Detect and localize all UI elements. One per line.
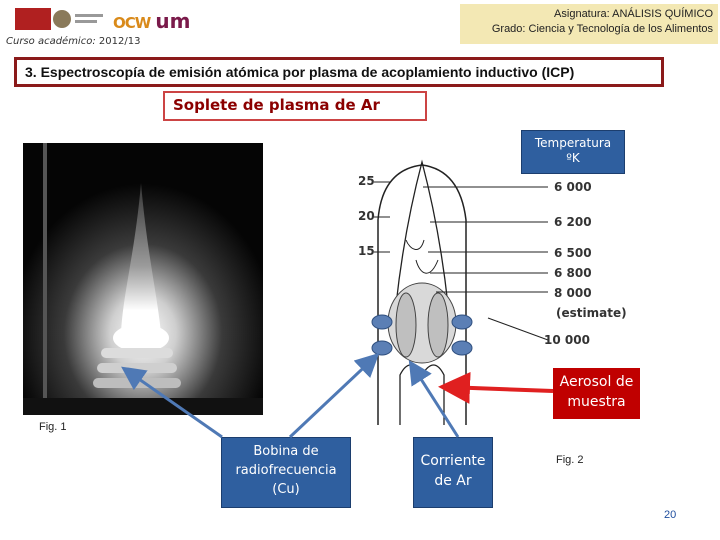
rf-coil-label-box: [221, 437, 351, 508]
gas-label-line2: de Ar: [434, 473, 472, 489]
course-year: [6, 36, 140, 47]
height-tick-25: 25: [358, 174, 375, 188]
aerosol-label-line1: Aerosol de: [559, 374, 634, 390]
figure-1-label: Fig. 1: [39, 421, 67, 433]
gas-label-line1: Corriente: [420, 453, 486, 469]
subject-line: Asignatura: ANÁLISIS QUÍMICO: [554, 8, 713, 20]
temperature-value: 8 000: [554, 286, 592, 300]
temperature-label-box: [521, 130, 625, 174]
temperature-label: Temperatura: [534, 136, 612, 150]
temperature-value: 10 000: [544, 333, 590, 347]
page-number: 20: [664, 509, 677, 521]
temperature-value: 6 500: [554, 246, 592, 260]
plasma-torch-photo: [23, 143, 263, 415]
temperature-value: 6 800: [554, 266, 592, 280]
argon-flow-label-box: [413, 437, 493, 508]
degree-line: Grado: Ciencia y Tecnología de los Alimentos: [491, 23, 713, 35]
aerosol-label-box: [553, 368, 640, 419]
icp-torch-diagram: [330, 140, 710, 430]
course-year-value: 2012/13: [98, 36, 141, 47]
coil-label-line1: Bobina de: [253, 444, 319, 459]
height-tick-20: 20: [358, 209, 375, 223]
um-logo-text: um: [155, 9, 191, 33]
temperature-value: 6 200: [554, 215, 592, 229]
section-title: 3. Espectroscopía de emisión atómica por plasma de acoplamiento inductivo (ICP): [14, 57, 664, 87]
ocw-logo-text: OCW: [113, 14, 151, 32]
university-logo: [15, 8, 105, 30]
subject-box: [460, 4, 718, 44]
temperature-value: 6 000: [554, 180, 592, 194]
torch-title: Soplete de plasma de Ar: [163, 91, 427, 121]
coil-label-line3: (Cu): [272, 482, 300, 497]
temperature-estimate-note: (estimate): [556, 306, 627, 320]
temperature-unit: ºK: [566, 151, 580, 165]
ocw-um-logo: [113, 9, 197, 31]
height-tick-15: 15: [358, 244, 375, 258]
course-year-label: Curso académico:: [6, 36, 96, 47]
figure-2-label: Fig. 2: [556, 454, 584, 466]
coil-label-line2: radiofrecuencia: [235, 463, 337, 478]
aerosol-label-line2: muestra: [567, 394, 626, 410]
